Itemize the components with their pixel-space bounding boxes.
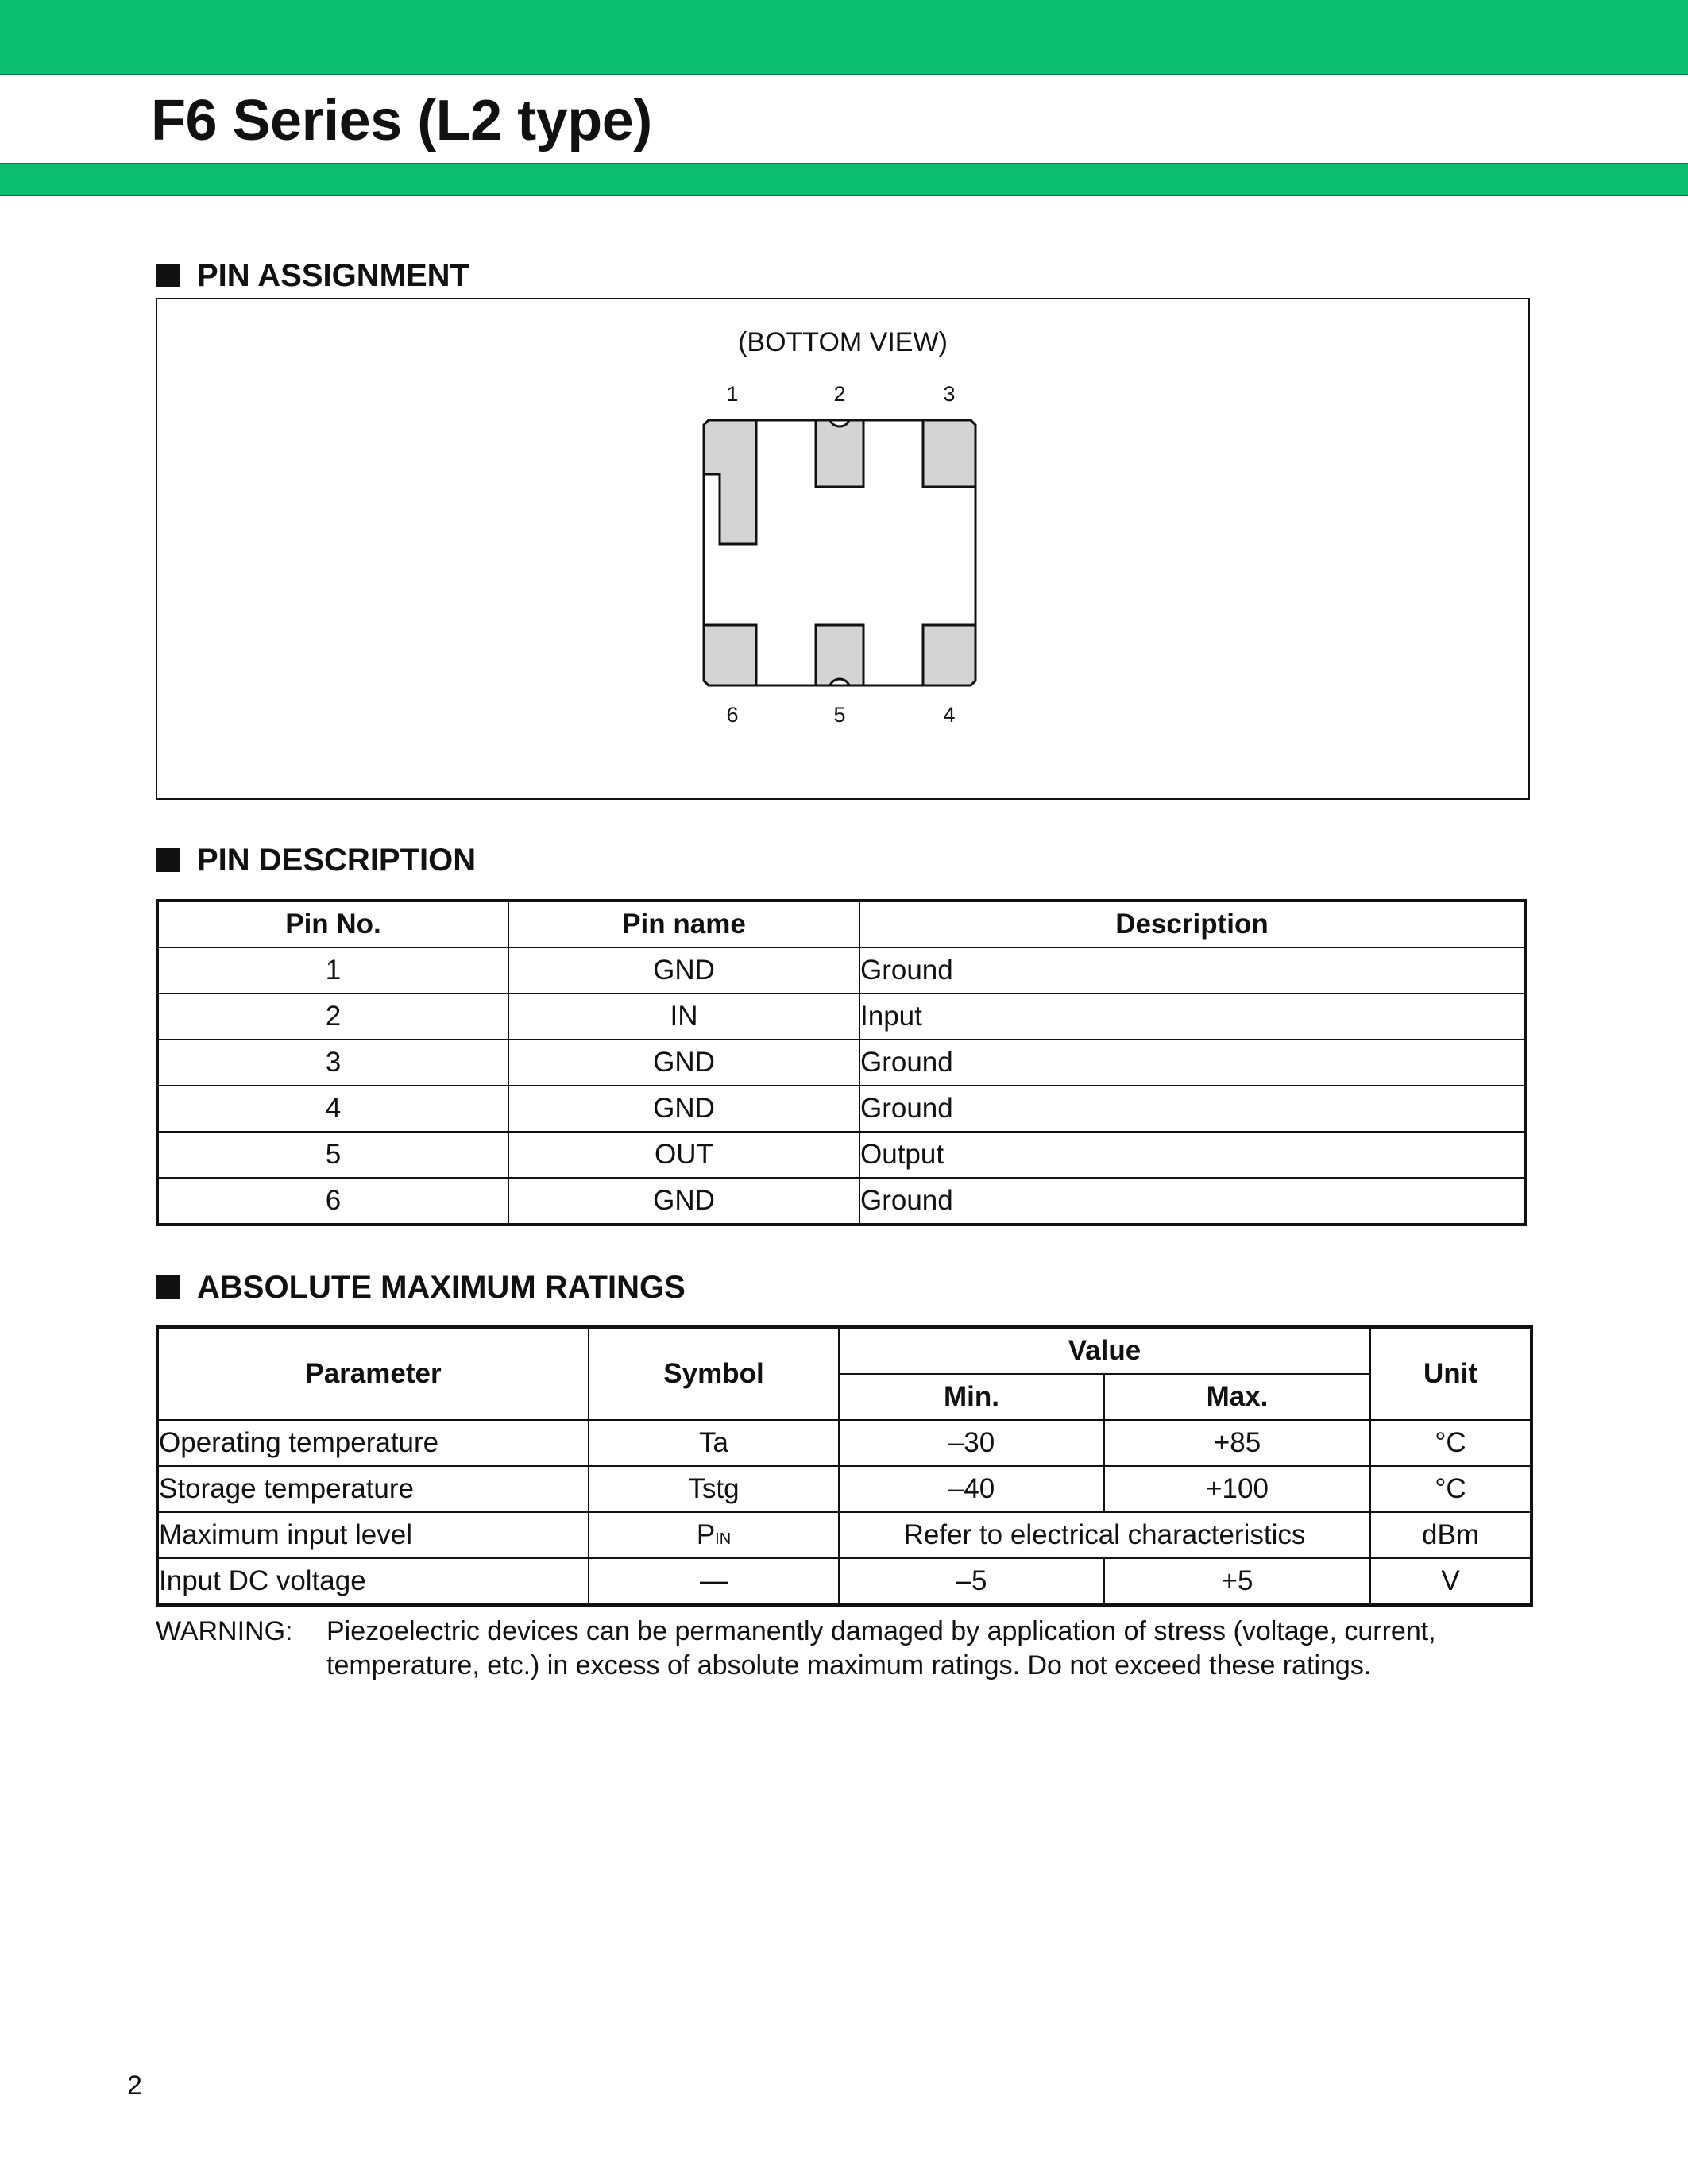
table-row [157, 1132, 1525, 1178]
warning-label: WARNING: [156, 1616, 293, 1646]
header-band-bottom [0, 163, 1688, 196]
abs-max-heading [156, 1268, 686, 1307]
cell-pin-name: GND [508, 1178, 859, 1225]
cell-pin-no: 5 [157, 1132, 508, 1178]
table-row [157, 1512, 1532, 1558]
cell-max: +5 [1104, 1558, 1370, 1605]
header-band-top [0, 0, 1688, 75]
col-header-symbol: Symbol [589, 1327, 839, 1420]
cell-pin-no: 6 [157, 1178, 508, 1225]
cell-pin-no: 1 [157, 947, 508, 994]
cell-description: Ground [859, 947, 1525, 994]
pad-pin-4 [923, 625, 975, 685]
cell-pin-no: 4 [157, 1086, 508, 1132]
bullet-square-icon [156, 848, 180, 872]
pin-description-table [156, 899, 1527, 1226]
cell-min: –30 [839, 1420, 1104, 1466]
pin-label-4: 4 [943, 703, 956, 727]
pad-pin-6 [704, 625, 756, 685]
cell-description: Ground [859, 1086, 1525, 1132]
warning-text: Piezoelectric devices can be permanently damaged by application of stress (voltage, current, temperature, etc.) in excess of absolute maximum ratings. Do not exceed these ratings. [326, 1616, 1436, 1680]
package-diagram [157, 299, 1528, 798]
cell-symbol: — [589, 1558, 839, 1605]
table-row [157, 1558, 1532, 1605]
abs-max-heading-text: ABSOLUTE MAXIMUM RATINGS [197, 1270, 686, 1305]
pin-assignment-heading [156, 256, 469, 295]
table-row [157, 1086, 1525, 1132]
cell-symbol [589, 1512, 839, 1558]
page-title: F6 Series (L2 type) [151, 89, 652, 152]
pin-label-3: 3 [943, 382, 956, 406]
pin-label-2: 2 [833, 382, 846, 406]
pin-label-1: 1 [726, 382, 739, 406]
pin-description-heading [156, 840, 476, 880]
cell-parameter: Input DC voltage [157, 1558, 589, 1605]
cell-description: Input [859, 994, 1525, 1040]
pad-pin-2 [816, 420, 863, 487]
table-row [157, 947, 1525, 994]
col-header-pin-name: Pin name [508, 901, 859, 947]
cell-pin-name: GND [508, 1040, 859, 1086]
cell-pin-no: 2 [157, 994, 508, 1040]
col-header-min: Min. [839, 1374, 1104, 1420]
cell-min: –40 [839, 1466, 1104, 1512]
table-row [157, 1178, 1525, 1225]
cell-pin-no: 3 [157, 1040, 508, 1086]
cell-unit: °C [1370, 1466, 1532, 1512]
cell-pin-name: GND [508, 947, 859, 994]
abs-max-table [156, 1325, 1533, 1607]
col-header-value: Value [839, 1327, 1370, 1374]
cell-pin-name: IN [508, 994, 859, 1040]
cell-description: Ground [859, 1040, 1525, 1086]
table-row [157, 1420, 1532, 1466]
col-header-max: Max. [1104, 1374, 1370, 1420]
bullet-square-icon [156, 1275, 180, 1299]
cell-max: +85 [1104, 1420, 1370, 1466]
cell-pin-name: OUT [508, 1132, 859, 1178]
table-header-row [157, 1327, 1532, 1374]
cell-description: Output [859, 1132, 1525, 1178]
cell-max: +100 [1104, 1466, 1370, 1512]
cell-unit: V [1370, 1558, 1532, 1605]
table-row [157, 994, 1525, 1040]
cell-unit: °C [1370, 1420, 1532, 1466]
cell-pin-name: GND [508, 1086, 859, 1132]
pin-label-6: 6 [726, 703, 739, 727]
cell-unit: dBm [1370, 1512, 1532, 1558]
cell-symbol: Ta [589, 1420, 839, 1466]
cell-parameter: Operating temperature [157, 1420, 589, 1466]
cell-parameter: Storage temperature [157, 1466, 589, 1512]
bottom-view-label: (BOTTOM VIEW) [738, 327, 948, 357]
col-header-unit: Unit [1370, 1327, 1532, 1420]
cell-description: Ground [859, 1178, 1525, 1225]
symbol-subscript: IN [715, 1530, 732, 1548]
col-header-description: Description [859, 901, 1525, 947]
table-header-row [157, 901, 1525, 947]
cell-merged-value: Refer to electrical characteristics [839, 1512, 1370, 1558]
pad-pin-5 [816, 625, 863, 685]
col-header-parameter: Parameter [157, 1327, 589, 1420]
pin-description-heading-text: PIN DESCRIPTION [197, 843, 477, 878]
symbol-main: P [696, 1519, 716, 1550]
pin-assignment-heading-text: PIN ASSIGNMENT [197, 258, 469, 293]
page-number: 2 [127, 2070, 142, 2101]
cell-parameter: Maximum input level [157, 1512, 589, 1558]
pin-assignment-figure [156, 298, 1530, 800]
warning-note [156, 1615, 1554, 1683]
pad-pin-3 [923, 420, 975, 487]
bullet-square-icon [156, 264, 180, 287]
cell-symbol: Tstg [589, 1466, 839, 1512]
table-row [157, 1040, 1525, 1086]
cell-min: –5 [839, 1558, 1104, 1605]
table-row [157, 1466, 1532, 1512]
col-header-pin-no: Pin No. [157, 901, 508, 947]
pin-label-5: 5 [833, 703, 846, 727]
